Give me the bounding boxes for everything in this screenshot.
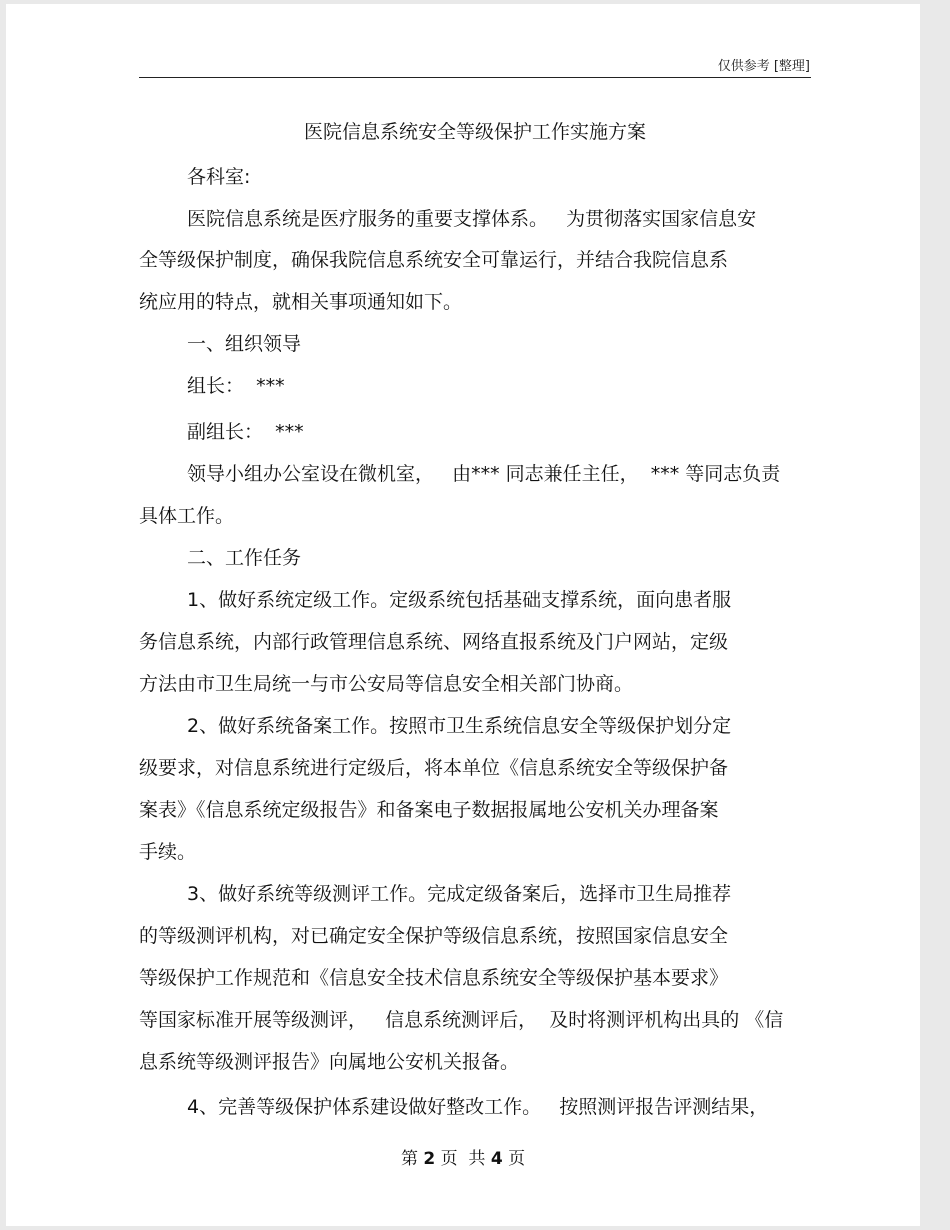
paragraph-line: 务信息系统，内部行政管理信息系统、网络直报系统及门户网站，定级 — [139, 631, 729, 653]
paragraph-line: 统应用的特点，就相关事项通知如下。 — [139, 291, 463, 313]
paragraph-line: 息系统等级测评报告》向属地公安机关报备。 — [139, 1051, 520, 1073]
footer-suffix: 页 — [508, 1149, 526, 1169]
header-rule — [139, 77, 811, 78]
document-title: 医院信息系统安全等级保护工作实施方案 — [303, 121, 646, 143]
paragraph-line: 2、做好系统备案工作。按照市卫生系统信息安全等级保护划分定 — [187, 715, 732, 737]
footer-prefix: 第 — [400, 1149, 418, 1169]
paragraph-line: 手续。 — [139, 841, 197, 863]
paragraph-line: 方法由市卫生局统一与市公安局等信息安全相关部门协商。 — [139, 673, 634, 695]
paragraph-line: 4、完善等级保护体系建设做好整改工作。 按照测评报告评测结果， — [187, 1096, 769, 1118]
paragraph-line: 级要求，对信息系统进行定级后，将本单位《信息系统安全等级保护备 — [139, 757, 729, 779]
document-page — [6, 4, 920, 1226]
paragraph-line: 医院信息系统是医疗服务的重要支撑体系。 为贯彻落实国家信息安 — [187, 208, 757, 230]
paragraph-line: 1、做好系统定级工作。定级系统包括基础支撑系统，面向患者服 — [187, 589, 732, 611]
footer-middle: 页 共 — [440, 1149, 486, 1169]
header-label: 仅供参考 [整理] — [717, 59, 810, 74]
page-number — [6, 1147, 920, 1171]
paragraph-line: 具体工作。 — [139, 505, 235, 527]
paragraph-line: 领导小组办公室设在微机室， 由*** 同志兼任主任， *** 等同志负责 — [187, 463, 781, 485]
salutation: 各科室: — [187, 166, 251, 188]
footer-current-page: 2 — [423, 1149, 436, 1169]
paragraph-line: 等级保护工作规范和《信息安全技术信息系统安全等级保护基本要求》 — [139, 967, 729, 989]
paragraph-line: 副组长： *** — [187, 421, 304, 443]
section-heading: 二、工作任务 — [187, 547, 302, 569]
paragraph-line: 等国家标准开展等级测评， 信息系统测评后， 及时将测评机构出具的 《信 — [139, 1009, 784, 1031]
section-heading: 一、组织领导 — [187, 333, 302, 355]
paragraph-line: 的等级测评机构，对已确定安全保护等级信息系统，按照国家信息安全 — [139, 925, 729, 947]
paragraph-line: 案表》《信息系统定级报告》和备案电子数据报属地公安机关办理备案 — [139, 799, 719, 821]
paragraph-line: 3、做好系统等级测评工作。完成定级备案后，选择市卫生局推荐 — [187, 883, 732, 905]
paragraph-line: 组长： *** — [187, 375, 285, 397]
paragraph-line: 全等级保护制度，确保我院信息系统安全可靠运行，并结合我院信息系 — [139, 249, 729, 271]
footer-total-pages: 4 — [490, 1149, 503, 1169]
